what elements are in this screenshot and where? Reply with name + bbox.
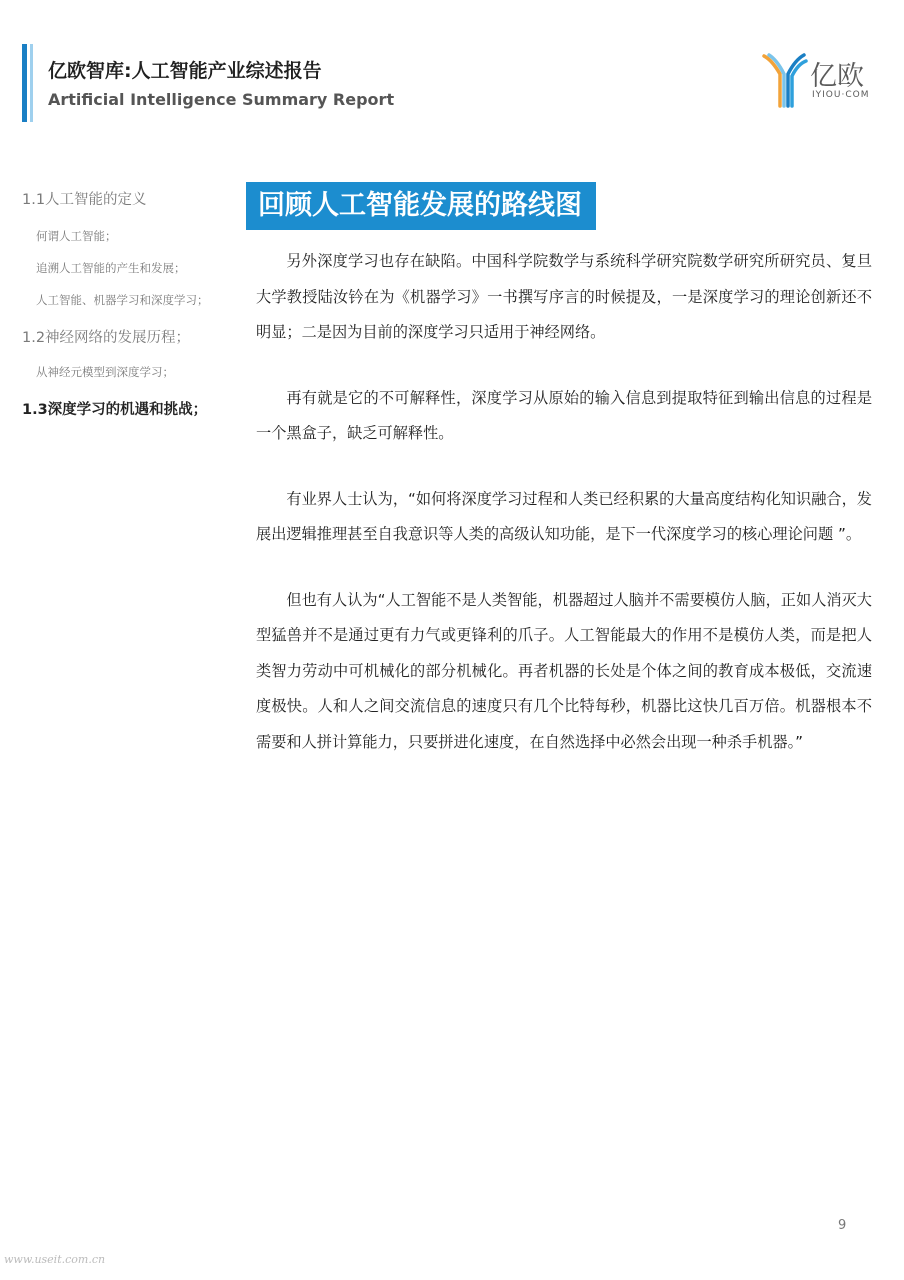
report-title-cn: 亿欧智库:人工智能产业综述报告 xyxy=(48,60,322,82)
report-title-en: Artificial Intelligence Summary Report xyxy=(48,90,395,109)
logo-text-en: IYIOU·COM xyxy=(812,90,870,100)
logo-text-cn: 亿欧 xyxy=(810,61,864,92)
page-number: 9 xyxy=(838,1218,847,1233)
paragraph-2: 再有就是它的不可解释性，深度学习从原始的输入信息到提取特征到输出信息的过程是一个黑盒子，缺乏可解释性。 xyxy=(256,388,872,442)
toc-item-what-is-ai[interactable]: 何谓人工智能； xyxy=(36,229,117,243)
toc-item-neuron-to-dl[interactable]: 从神经元模型到深度学习； xyxy=(36,365,174,379)
toc-item-ai-origin[interactable]: 追溯人工智能的产生和发展； xyxy=(36,261,186,275)
paragraph-1: 另外深度学习也存在缺陷。中国科学院数学与系统科学研究院数学研究所研究员、复旦大学教授陆汝钤在为《机器学习》一书撰写序言的时候提及，一是深度学习的理论创新还不明显；二是因为目前的深度学习只适用于神经网络。 xyxy=(256,252,872,341)
body-text xyxy=(256,244,872,790)
toc-item-1-3-active[interactable]: 1.3深度学习的机遇和挑战； xyxy=(22,402,208,418)
toc-item-1-2[interactable]: 1.2神经网络的发展历程； xyxy=(22,330,191,346)
header-accent-bar-light xyxy=(30,44,33,122)
watermark: www.useit.com.cn xyxy=(4,1253,106,1266)
header-accent-bar xyxy=(22,44,27,122)
iyiou-logo xyxy=(762,48,882,110)
section-title: 回顾人工智能发展的路线图 xyxy=(246,182,596,230)
toc-item-1-1[interactable]: 1.1人工智能的定义 xyxy=(22,192,147,208)
paragraph-3: 有业界人士认为，“如何将深度学习过程和人类已经积累的大量高度结构化知识融合，发展出逻辑推理甚至自我意识等人类的高级认知功能，是下一代深度学习的核心理论问题 ”。 xyxy=(256,489,872,543)
report-header xyxy=(22,44,882,124)
toc-item-ai-ml-dl[interactable]: 人工智能、机器学习和深度学习； xyxy=(36,293,209,307)
paragraph-4: 但也有人认为“人工智能不是人类智能，机器超过人脑并不需要模仿人脑，正如人消灭大型猛兽并不是通过更有力气或更锋利的爪子。人工智能最大的作用不是模仿人类，而是把人类智力劳动中可机械化的部分机械化。再者机器的长处是个体之间的教育成本极低，交流速度极快。人和人之间交流信息的速度只有几个比特每秒，机器比这快几百万倍。机器根本不需要和人拼计算能力，只要拼进化速度，在自然选择中必然会出现一种杀手机器。” xyxy=(256,590,872,751)
iyiou-logo-icon xyxy=(762,52,808,108)
